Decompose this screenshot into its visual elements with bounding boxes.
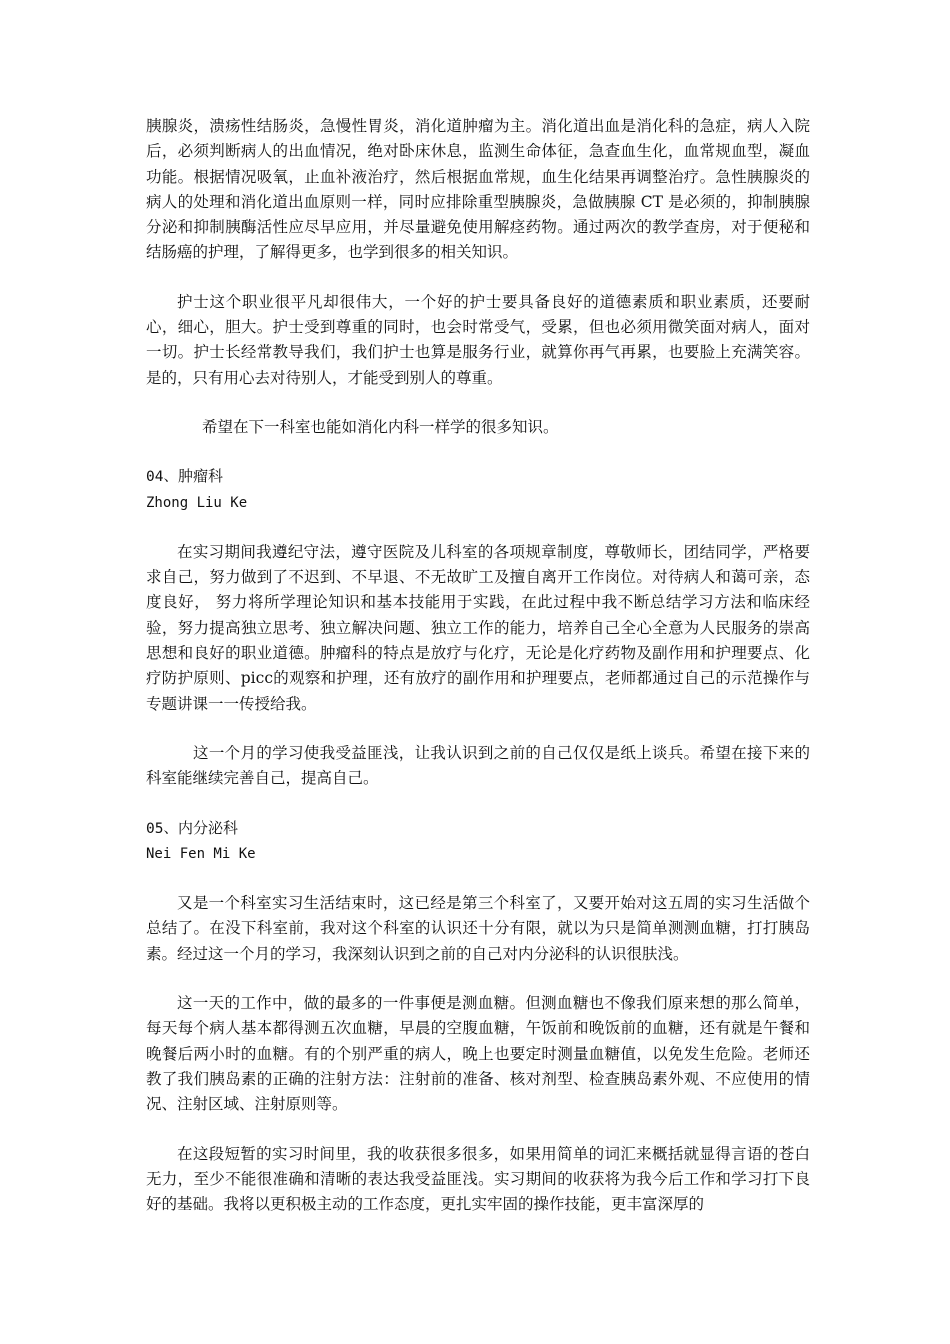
paragraph-internship-gains: 在这段短暂的实习时间里，我的收获很多很多，如果用简单的词汇来概括就显得言语的苍白无力，至少不能很准确和清晰的表达我受益匪浅。实习期间的收获将为我今后工作和学习打下良好的基础。我将以更积极主动的工作态度，更扎实牢固的操作技能，更丰富深厚的 <box>146 1144 810 1214</box>
section-name: 肿瘤科 <box>177 467 223 486</box>
section-name: 内分泌科 <box>177 818 238 837</box>
section-pinyin: Zhong Liu Ke <box>146 494 248 511</box>
section-title <box>146 816 810 842</box>
paragraph-hope-next-department: 希望在下一科室也能如消化内科一样学的很多知识。 <box>202 417 559 436</box>
paragraph-blood-glucose: 这一天的工作中，做的最多的一件事便是测血糖。但测血糖也不像我们原来想的那么简单，每天每个病人基本都得测五次血糖，早晨的空腹血糖，午饭前和晚饭前的血糖，还有就是午餐和晚餐后两小时的血糖。有的个别严重的病人，晚上也要定时测量血糖值，以免发生危险。老师还教了我们胰岛素的正确的注射方法：注射前的准备、核对剂型、检查胰岛素外观、不应使用的情况、注射区域、注射原则等。 <box>146 994 810 1114</box>
section-heading-05 <box>146 816 810 868</box>
section-number: 05、 <box>146 820 178 837</box>
paragraph-oncology-summary: 这一个月的学习使我受益匪浅，让我认识到之前的自己仅仅是纸上谈兵。希望在接下来的科室能继续完善自己，提高自己。 <box>146 743 810 788</box>
paragraph-oncology-internship: 在实习期间我遵纪守法，遵守医院及儿科室的各项规章制度，尊敬师长，团结同学，严格要求自己，努力做到了不迟到、不早退、不无故旷工及擅自离开工作岗位。对待病人和蔼可亲，态度良好， 努力将所学理论知识和基本技能用于实践，在此过程中我不断总结学习方法和临床经验，努力提高独立思考、独立解决问题、独立工作的能力，培养自己全心全意为人民服务的崇高思想和良好的职业道德。肿瘤科的特点是放疗与化疗，无论是化疗药物及副作用和护理要点、化疗防护原则、picc的观察和护理，还有放疗的副作用和护理要点，老师都通过自己的示范操作与专题讲课一一传授给我。 <box>146 542 810 713</box>
paragraph-endocrine-intro: 又是一个科室实习生活结束时，这已经是第三个科室了，又要开始对这五周的实习生活做个总结了。在没下科室前，我对这个科室的认识还十分有限，就以为只是简单测测血糖，打打胰岛素。经过这一个月的学习，我深刻认识到之前的自己对内分泌科的认识很肤浅。 <box>146 894 810 963</box>
section-pinyin: Nei Fen Mi Ke <box>146 845 256 862</box>
paragraph-nursing-profession: 护士这个职业很平凡却很伟大，一个好的护士要具备良好的道德素质和职业素质，还要耐心，细心，胆大。护士受到尊重的同时，也会时常受气，受累，但也必须用微笑面对病人，面对一切。护士长经常教导我们，我们护士也算是服务行业，就算你再气再累，也要脸上充满笑容。是的，只有用心去对待别人，才能受到别人的尊重。 <box>146 292 810 387</box>
paragraph-digestive-diseases: 胰腺炎，溃疡性结肠炎，急慢性胃炎，消化道肿瘤为主。消化道出血是消化科的急症，病人入院后，必须判断病人的出血情况，绝对卧床休息，监测生命体征，急查血生化，血常规血型，凝血功能。根据情况吸氧，止血补液治疗，然后根据血常规，血生化结果再调整治疗。急性胰腺炎的病人的处理和消化道出血原则一样，同时应排除重型胰腺炎，急做胰腺 CT 是必须的，抑制胰腺分泌和抑制胰酶活性应尽早应用，并尽量避免使用解痉药物。通过两次的教学查房，对于便秘和结肠癌的护理，了解得更多，也学到很多的相关知识。 <box>146 117 810 262</box>
document-body <box>146 114 810 1217</box>
section-title <box>146 464 810 490</box>
section-number: 04、 <box>146 469 178 486</box>
section-heading-04 <box>146 464 810 516</box>
